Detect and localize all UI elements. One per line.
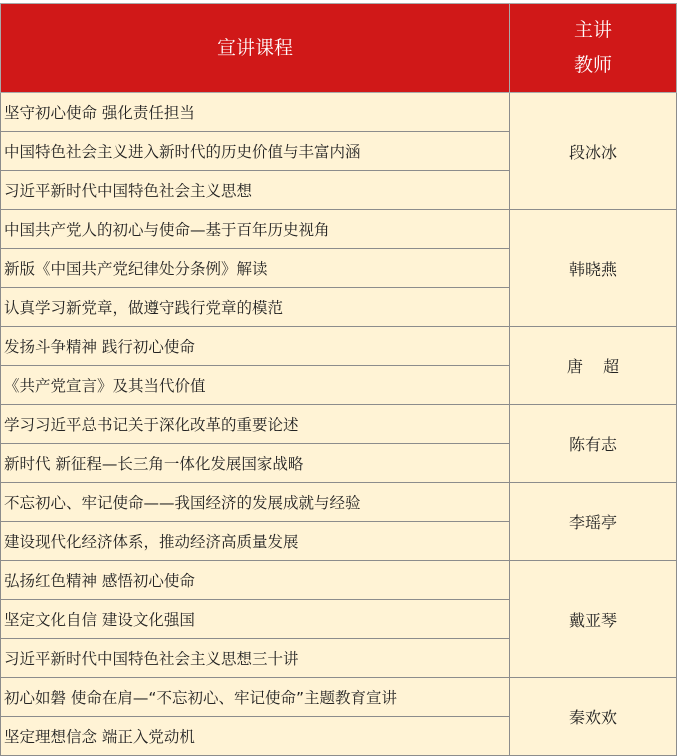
teacher-cell: 陈有志	[510, 405, 677, 483]
course-cell: 认真学习新党章，做遵守践行党章的模范	[1, 288, 510, 327]
course-cell: 坚守初心使命 强化责任担当	[1, 93, 510, 132]
course-cell: 坚定理想信念 端正入党动机	[1, 717, 510, 756]
teacher-cell: 唐 超	[510, 327, 677, 405]
teacher-cell: 戴亚琴	[510, 561, 677, 678]
table-row	[1, 678, 677, 717]
table-row	[1, 405, 677, 444]
course-schedule-table	[0, 3, 677, 756]
course-cell: 中国特色社会主义进入新时代的历史价值与丰富内涵	[1, 132, 510, 171]
teacher-cell: 秦欢欢	[510, 678, 677, 756]
course-cell: 新时代 新征程—长三角一体化发展国家战略	[1, 444, 510, 483]
teacher-cell: 段冰冰	[510, 93, 677, 210]
course-cell: 初心如磐 使命在肩—“不忘初心、牢记使命”主题教育宣讲	[1, 678, 510, 717]
course-cell: 学习习近平总书记关于深化改革的重要论述	[1, 405, 510, 444]
teacher-cell: 李瑶亭	[510, 483, 677, 561]
course-cell: 坚定文化自信 建设文化强国	[1, 600, 510, 639]
table-row	[1, 210, 677, 249]
course-cell: 发扬斗争精神 践行初心使命	[1, 327, 510, 366]
table-row	[1, 93, 677, 132]
course-cell: 弘扬红色精神 感悟初心使命	[1, 561, 510, 600]
teacher-header-line1: 主讲	[573, 19, 612, 41]
table-row	[1, 327, 677, 366]
teacher-header-line2: 教师	[573, 54, 612, 76]
header-row	[1, 4, 677, 93]
course-cell: 《共产党宣言》及其当代价值	[1, 366, 510, 405]
course-cell: 新版《中国共产党纪律处分条例》解读	[1, 249, 510, 288]
table-row	[1, 483, 677, 522]
course-cell: 不忘初心、牢记使命——我国经济的发展成就与经验	[1, 483, 510, 522]
course-cell: 习近平新时代中国特色社会主义思想	[1, 171, 510, 210]
course-cell: 建设现代化经济体系，推动经济高质量发展	[1, 522, 510, 561]
teacher-column-header	[510, 4, 677, 93]
course-cell: 中国共产党人的初心与使命—基于百年历史视角	[1, 210, 510, 249]
course-cell: 习近平新时代中国特色社会主义思想三十讲	[1, 639, 510, 678]
table-row	[1, 561, 677, 600]
course-column-header: 宣讲课程	[1, 4, 510, 93]
teacher-cell: 韩晓燕	[510, 210, 677, 327]
